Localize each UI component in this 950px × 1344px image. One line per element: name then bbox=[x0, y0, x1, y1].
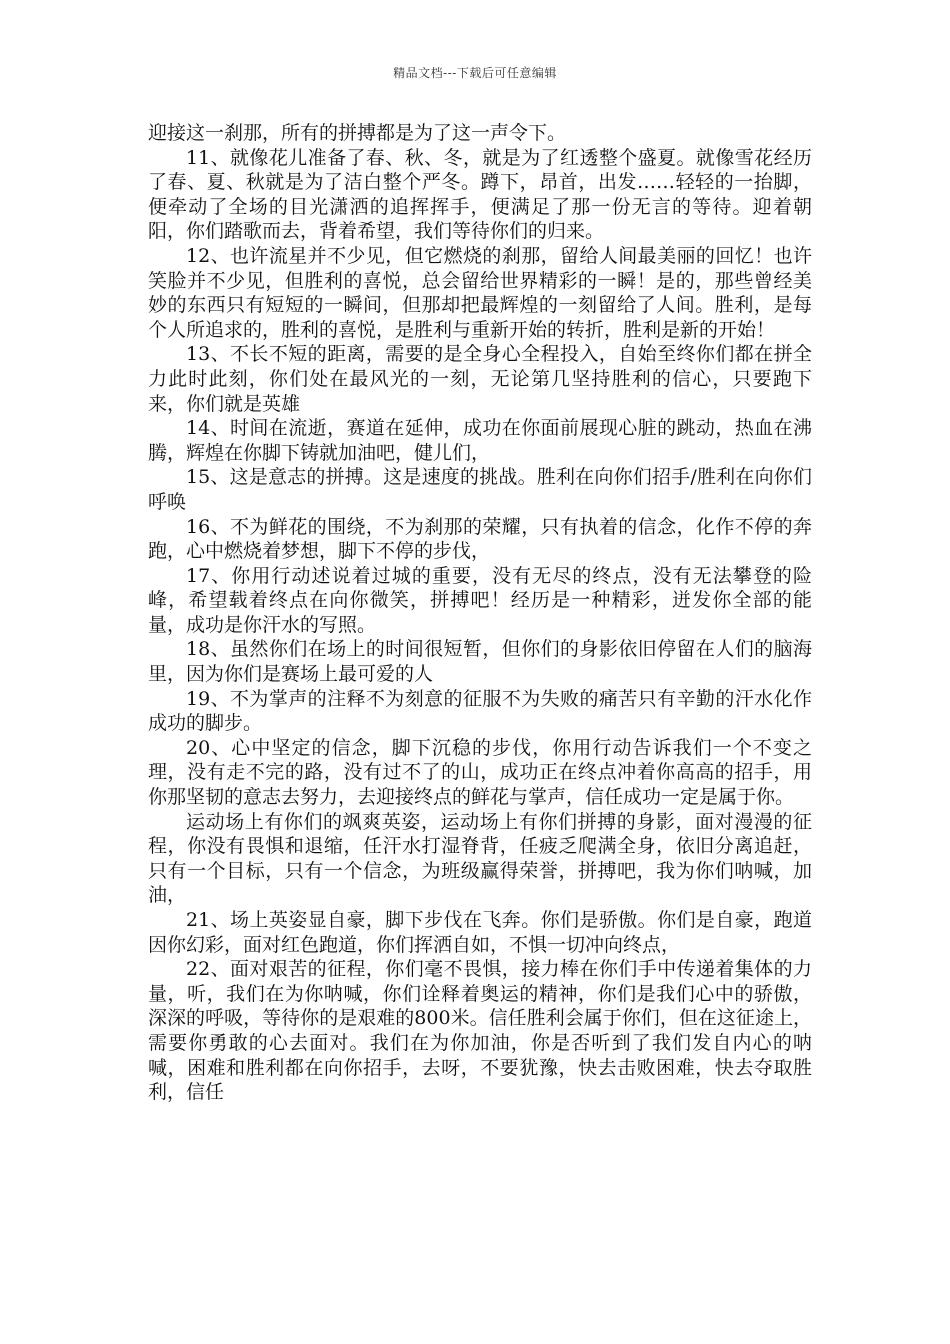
paragraph-13: 13、不长不短的距离，需要的是全身心全程投入，自始至终你们都在拼全力此时此刻，你们处在最风光的一刻，无论第几坚持胜利的信心，只要跑下来，你们就是英雄 bbox=[148, 343, 812, 415]
paragraph-19: 19、不为掌声的注释不为刻意的征服不为失败的痛苦只有辛勤的汗水化作成功的脚步。 bbox=[148, 687, 812, 735]
paragraph-sports-field: 运动场上有你们的飒爽英姿，运动场上有你们拼搏的身影，面对漫漫的征程，你没有畏惧和退缩，任汗水打湿脊背，任疲乏爬满全身，依旧分离追赶，只有一个目标，只有一个信念，为班级赢得荣誉，拼搏吧，我为你们呐喊，加油， bbox=[148, 810, 812, 907]
paragraph-16: 16、不为鲜花的围绕，不为刹那的荣耀，只有执着的信念，化作不停的奔跑，心中燃烧着梦想，脚下不停的步伐， bbox=[148, 515, 812, 563]
page-header: 精品文档---下载后可任意编辑 bbox=[393, 66, 557, 80]
paragraph-11: 11、就像花儿准备了春、秋、冬，就是为了红透整个盛夏。就像雪花经历了春、夏、秋就是为了洁白整个严冬。蹲下，昂首，出发……轻轻的一抬脚，便牵动了全场的目光潇洒的追挥挥手，便满足了那一份无言的等待。迎着朝阳，你们踏歌而去，背着希望，我们等待你们的归来。 bbox=[148, 146, 812, 243]
paragraph-17: 17、你用行动述说着过城的重要，没有无尽的终点，没有无法攀登的险峰，希望载着终点在向你微笑，拼搏吧！经历是一种精彩，迸发你全部的能量，成功是你汗水的写照。 bbox=[148, 564, 812, 636]
paragraph-14: 14、时间在流逝，赛道在延伸，成功在你面前展现心脏的跳动，热血在沸腾，辉煌在你脚下铸就加油吧，健儿们， bbox=[148, 417, 812, 464]
paragraph-15: 15、这是意志的拼搏。这是速度的挑战。胜利在向你们招手/胜利在向你们呼唤 bbox=[148, 466, 812, 513]
paragraph-21: 21、场上英姿显自豪，脚下步伐在飞奔。你们是骄傲。你们是自豪，跑道因你幻彩，面对红色跑道，你们挥洒自如，不惧一切冲向终点， bbox=[148, 909, 812, 956]
paragraph-12: 12、也许流星并不少见，但它燃烧的刹那，留给人间最美丽的回忆！也许笑脸并不少见，但胜利的喜悦，总会留给世界精彩的一瞬！是的，那些曾经美妙的东西只有短短的一瞬间，但那却把最辉煌的一刻留给了人间。胜利，是每个人所追求的，胜利的喜悦，是胜利与重新开始的转折，胜利是新的开始！ bbox=[148, 244, 812, 341]
document-body bbox=[148, 121, 812, 1105]
paragraph-20: 20、心中坚定的信念，脚下沉稳的步伐，你用行动告诉我们一个不变之理，没有走不完的路，没有过不了的山，成功正在终点冲着你高高的招手，用你那坚韧的意志去努力，去迎接终点的鲜花与掌声，信任成功一定是属于你。 bbox=[148, 736, 812, 809]
paragraph-18: 18、虽然你们在场上的时间很短暂，但你们的身影依旧停留在人们的脑海里，因为你们是赛场上最可爱的人 bbox=[148, 638, 812, 686]
paragraph-continued: 迎接这一刹那，所有的拼搏都是为了这一声令下。 bbox=[148, 122, 567, 144]
paragraph-22: 22、面对艰苦的征程，你们毫不畏惧，接力棒在你们手中传递着集体的力量，听，我们在为你呐喊，你们诠释着奥运的精神，你们是我们心中的骄傲，深深的呼吸，等待你的是艰难的800米。信任胜利会属于你们，但在这征途上，需要你勇敢的心去面对。我们在为你加油，你是否听到了我们发自内心的呐喊，困难和胜利都在向你招手，去呀，不要犹豫，快去击败困难，快去夺取胜利，信任 bbox=[148, 958, 812, 1104]
